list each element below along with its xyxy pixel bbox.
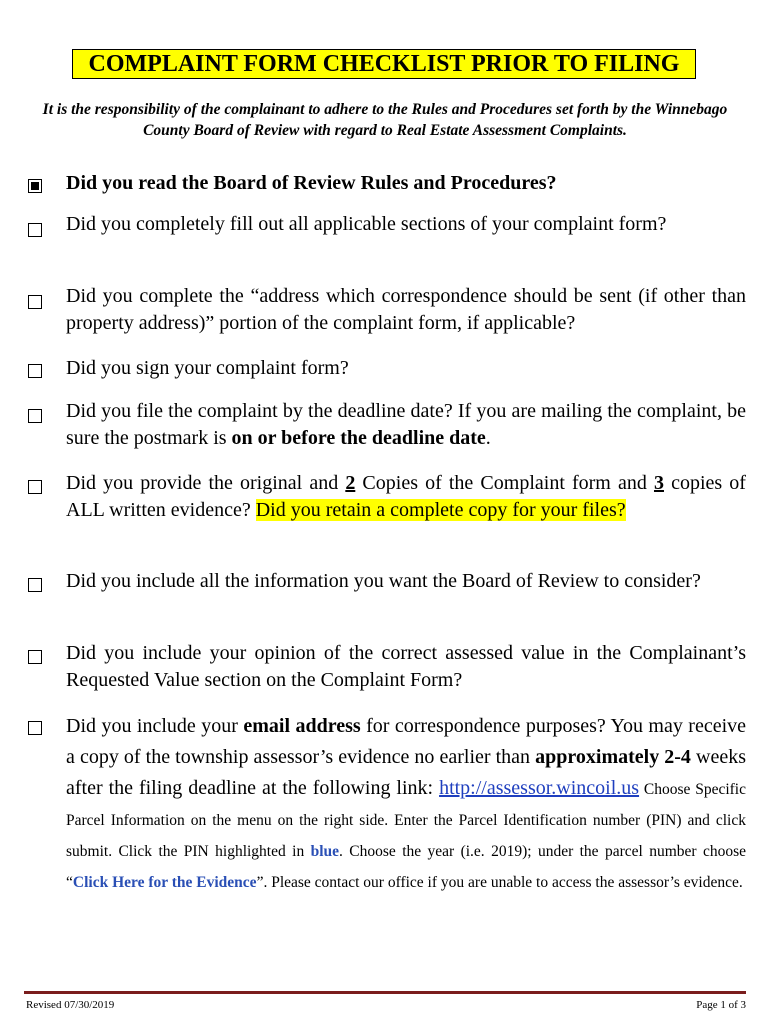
checkbox[interactable]: [28, 578, 42, 592]
item-text: Did you file the complaint by the deadline date? If you are mailing the complaint, be sure the postmark is on or before the deadline date.: [66, 400, 746, 449]
item-text: Did you include your opinion of the correct assessed value in the Complainant’s Requested Value section on the Complaint Form?: [66, 642, 746, 691]
item-text: Did you provide the original and 2 Copies of the Complaint form and 3 copies of ALL written evidence? Did you retain a complete copy for your files?: [66, 472, 746, 521]
checkbox[interactable]: [28, 650, 42, 664]
checkbox[interactable]: [28, 721, 42, 735]
deadline-emphasis: on or before the deadline date: [231, 427, 486, 449]
page-title: COMPLAINT FORM CHECKLIST PRIOR TO FILING: [72, 49, 696, 79]
item-text: Did you complete the “address which correspondence should be sent (if other than property address)” portion of the complaint form, if applicable?: [66, 285, 746, 334]
assessor-link[interactable]: http://assessor.wincoil.us: [439, 777, 640, 799]
highlighted-reminder: Did you retain a complete copy for your files?: [255, 499, 626, 521]
page-number: Page 1 of 3: [696, 999, 746, 1011]
item-text: Did you read the Board of Review Rules and Procedures?: [66, 172, 557, 194]
checkbox[interactable]: [28, 295, 42, 309]
revision-date: Revised 07/30/2019: [26, 999, 115, 1011]
checkbox[interactable]: [28, 223, 42, 237]
item-text: Did you sign your complaint form?: [66, 357, 349, 379]
intro-text: It is the responsibility of the complainant to adhere to the Rules and Procedures set forth by the Winnebago County Board of Review with regard to Real Estate Assessment Complaints.: [42, 101, 728, 139]
checkbox[interactable]: [28, 480, 42, 494]
checkbox[interactable]: [28, 364, 42, 378]
item-text: Did you completely fill out all applicable sections of your complaint form?: [66, 213, 667, 235]
checkbox-checked[interactable]: [28, 179, 42, 193]
item-text: Did you include all the information you want the Board of Review to consider?: [66, 570, 701, 592]
footer-divider: [24, 991, 746, 994]
checkbox[interactable]: [28, 409, 42, 423]
item-text: Did you include your email address for correspondence purposes? You may receive a copy of the township assessor’s evidence no earlier than approximately 2-4 weeks after the filing deadline at the following link: http://assessor.wincoil.us Choose Specific Parcel Information on the menu on the right side. Enter the Parcel Identification number (PIN) and click submit. Click the PIN highlighted in blue. Choose the year (i.e. 2019); under the parcel number choose “Click Here for the Evidence”. Please contact our office if you are unable to access the assessor’s evidence.: [66, 715, 747, 891]
